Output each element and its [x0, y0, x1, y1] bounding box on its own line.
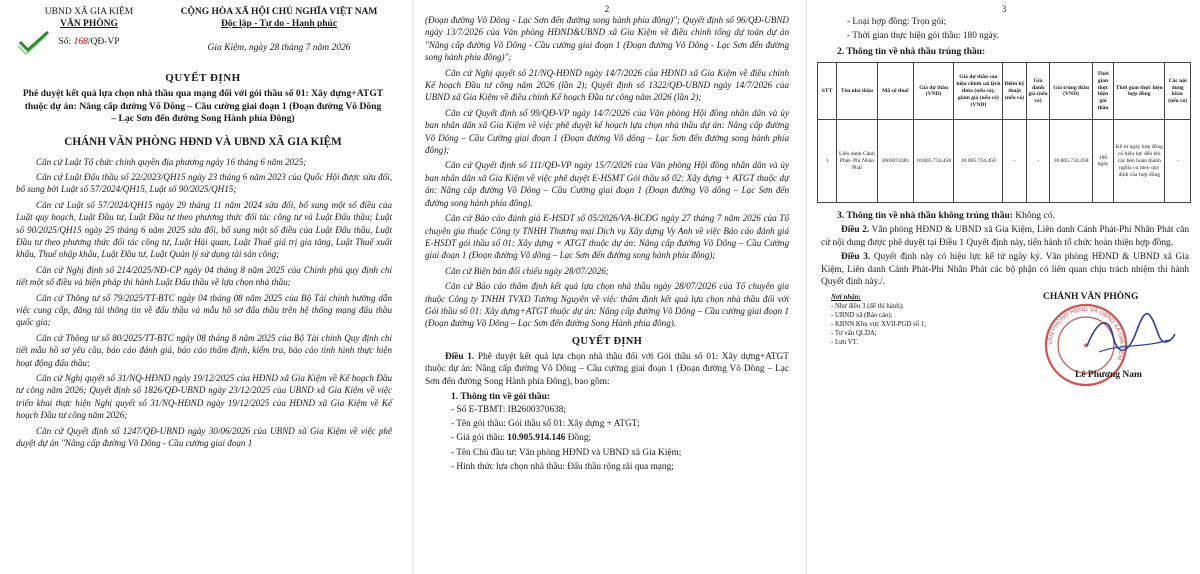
national-motto: Độc lập - Tự do - Hạnh phúc: [220, 19, 338, 29]
signer-name: Lê Phương Nam: [1075, 370, 1142, 380]
document-number-value: 168: [73, 37, 88, 47]
table-cell: 10.805.734.458: [954, 120, 1003, 203]
table-header: Thời gian thực hiện hợp đồng: [1114, 63, 1165, 120]
package-info-item: - Loại hợp đồng: Trọn gói;: [847, 17, 947, 27]
table-header: Các nội dung khác (nếu có): [1165, 63, 1191, 120]
page-number: 3: [1001, 4, 1007, 14]
document-page-1: [0, 0, 406, 574]
section-3-title: 3. Thông tin về nhà thầu không trúng thầu:: [837, 211, 1013, 222]
table-cell: 1: [818, 120, 837, 203]
table-cell: -: [1003, 120, 1026, 203]
table-cell: -: [1026, 120, 1049, 203]
table-cell: 10.805.734.458: [913, 120, 953, 203]
document-number: Số: 168/QĐ-VP: [58, 37, 120, 47]
document-page-3: [806, 0, 1200, 574]
table-header: Mã số thuế: [877, 63, 913, 120]
legal-basis-item: Căn cứ Thông tư số 80/2025/TT-BTC ngày 08 tháng 8 năm 2025 của Bộ Tài chính Quy định chi tiết mẫu hồ sơ yêu cầu, báo cáo đánh giá, báo cáo thẩm định, kiểm tra, báo cáo tình hình thực hiện hoạt động đấu thầu;: [16, 332, 392, 368]
legal-basis-list: [0, 156, 406, 450]
table-cell: Liên danh Cảnh Phát- Phi Nhân Phát: [837, 120, 878, 203]
legal-basis-item: Căn cứ Luật số 57/2024/QH15 ngày 29 tháng 11 năm 2024 sửa đổi, bổ sung một số điều của Luật quy hoạch, Luật Đầu tư, Luật Đầu tư theo phương thức đối tác công tư và Luật Đấu thầu; Luật số 90/2025/QH15 ngày 25 tháng 6 năm 2025 sửa đổi, bổ sung một số điều của Luật Đấu thầu, Luật Đầu tư theo phương thức đối tác công tư, Luật Hải quan, Luật Thuế giá trị gia tăng, Luật Thuế xuất khẩu, Thuế nhập khẩu, Luật Đầu tư, Luật Quản lý sử dụng tài sản công;: [16, 199, 392, 260]
package-info-item: - Tên Chủ đầu tư: Văn phòng HĐND và UBND xã Gia Kiệm;: [451, 447, 682, 458]
legal-basis-item: (Đoạn đường Võ Dõng - Lạc Sơn đến đường song hành phía đông)"; Quyết định số 96/QĐ-UBND ngày 13/7/2026 của Văn phòng HĐND&UBND xã Gia Kiệm về điều chỉnh tổng dự toán dự án "Nâng cấp đường Võ Dõng - Cầu cường giai đoạn 1 (Đoạn đường Võ Dõng - Lạc Sơn đến đường song hành phía đông)";: [425, 15, 789, 63]
package-info-list: [413, 404, 801, 475]
legal-basis-item: Căn cứ Quyết định số 111/QĐ-VP ngày 15/7/2026 của Văn phòng Hội đồng nhân dân và ủy ban nhân dân xã Gia Kiệm về việc phê duyệt E-HSMT Gói thầu số 02: Xây dựng + ATGT thuộc dự án: Nâng cấp đường Võ Dõng – Cầu Cường giai đoạn 1 (Đoạn đường Võ dõng – Lạc Sơn đến đường song hành phía đông).: [425, 160, 789, 208]
place-date: Gia Kiệm, ngày 28 tháng 7 năm 2026: [207, 43, 351, 53]
document-page-2: [412, 0, 801, 574]
article-2-label: Điều 2.: [841, 225, 870, 236]
recipient-item: - Lưu VT.: [831, 339, 859, 346]
table-cell: -: [1165, 120, 1191, 203]
document-header: [0, 0, 406, 54]
table-header: STT: [818, 63, 837, 120]
article-2-text: Văn phòng HĐND & UBND xã Gia Kiệm, Liên danh Cảnh Phát-Phi Nhân Phát căn cứ nội dung được phê duyệt tại Điều 1 Quyết định này, tiến hành tổ chức hoàn thiện hợp đồng.: [821, 225, 1189, 248]
legal-basis-item: Căn cứ Quyết định số 1247/QĐ-UBND ngày 30/06/2026 của UBND xã Gia Kiệm về việc phê duyệt dự án "Nâng cấp đường Võ Dõng - Cầu cường giai đoạn 1: [16, 425, 392, 449]
table-header: Điểm kỹ thuật (nếu có): [1003, 63, 1026, 120]
handwritten-signature: [1079, 306, 1179, 366]
agency-name: UBND XÃ GIA KIỆM: [44, 7, 134, 17]
table-header: Thời gian thực hiện gói thầu: [1092, 63, 1113, 120]
package-info-item: - Thời gian thực hiện gói thầu: 180 ngày.: [847, 31, 999, 42]
section-1-title: 1. Thông tin về gói thầu:: [451, 391, 551, 402]
package-info-item: - Số E-TBMT: IB2600370638;: [451, 404, 566, 415]
article-1-text: Phê duyệt kết quả lựa chọn nhà thầu đối với Gói thầu số 01: Xây dựng+ATGT thuộc dự án: Nâng cấp đường Võ Dõng – Cầu cường giai đoạn 1 (Đoạn đường Võ Dõng – Lạc Sơn đến đường Song Hành phía Đông), bao gồm:: [425, 351, 789, 387]
package-info-item: - Hình thức lựa chọn nhà thầu: Đấu thầu rộng rãi qua mạng;: [451, 461, 674, 472]
article-3-text: Quyết định này có hiệu lực kể từ ngày ký. Văn phòng HĐND & UBND xã Gia Kiệm, Liên danh Cảnh Phát-Phi Nhân Phát các bộ phận có liên quan chịu trách nhiệm thi hành Quyết định này./.: [821, 252, 1189, 288]
legal-basis-item: Căn cứ Luật Tổ chức chính quyền địa phương ngày 16 tháng 6 năm 2025;: [36, 156, 307, 167]
table-header: Giá dự thầu (VND): [913, 63, 953, 120]
table-header: Giá dự thầu sau hiệu chỉnh sai lệch thừa (nếu có), giảm giá (nếu có) (VND): [954, 63, 1003, 120]
signer-title: CHÁNH VĂN PHÒNG: [1043, 292, 1139, 302]
document-title: QUYẾT ĐỊNH: [165, 72, 241, 84]
package-price-value: 10.905.914.146: [507, 433, 566, 444]
svg-text:VĂN PHÒNG HĐND VÀ UBND XÃ GIA: VĂN PHÒNG HĐND VÀ UBND XÃ GIA KIỆM: [1047, 306, 1125, 361]
recipients-title: Nơi nhận:: [831, 293, 862, 301]
issuing-authority: CHÁNH VĂN PHÒNG HĐND VÀ UBND XÃ GIA KIỆM: [64, 135, 342, 148]
table-row: [818, 120, 1191, 203]
national-header: [164, 6, 394, 54]
article-3-label: Điều 3.: [841, 252, 871, 263]
legal-basis-continued: [413, 14, 801, 330]
package-info-list-continued: [807, 16, 1200, 44]
legal-basis-item: Căn cứ Nghị định số 214/2025/NĐ-CP ngày 04 tháng 8 năm 2025 của Chính phủ quy định chi tiết một số điều và biện pháp thi hành Luật Đấu thầu về lựa chọn nhà thầu;: [16, 264, 392, 288]
legal-basis-item: Căn cứ Báo cáo thẩm định kết quả lựa chọn nhà thầu ngày 28/07/2026 của Tổ chuyên gia thuộc Công ty TNHH TVXD Tường Nguyên về việc thẩm định kết quả lựa chọn nhà thầu đối với Gói thầu số 01: Xây dựng+ATGT thuộc dự án: Nâng cấp đường Võ Dõng – Cầu cường giai đoạn 1 (Đoạn đường Võ Dõng – Lạc Sơn đến đường Song Hành phía đông).: [425, 281, 789, 329]
section-3: [807, 203, 1200, 224]
table-header: Tên nhà thầu: [837, 63, 878, 120]
section-3-value: Không có.: [1012, 211, 1055, 222]
legal-basis-item: Căn cứ Quyết định số 99/QĐ-VP ngày 14/7/2026 của Văn phòng Hội đồng nhân dân và ủy ban nhân dân xã Gia Kiệm về việc phê duyệt kế hoạch lựa chọn nhà thầu dự án: Nâng cấp đường Võ Dõng – Cầu Cường giai đoạn 1 (Đoạn đường Võ dõng – Lạc Sơn đến đường song hành phía đông);: [425, 107, 789, 156]
decision-heading: QUYẾT ĐỊNH: [571, 335, 643, 347]
winning-bidder-table: [817, 62, 1191, 203]
legal-basis-item: Căn cứ Báo cáo đánh giá E-HSDT số 05/2026/VA-BCĐG ngày 27 tháng 7 năm 2026 của Tổ chuyên gia thuộc Công ty TNHH Thương mại Dịch vụ Xây dựng Vy Anh về việc Báo cáo đánh giá E-HSDT gói thầu số 01: Xây dựng + ATGT thuộc dự án: Nâng cấp đường Võ Dõng – Cầu Cường giai đoạn 1 (Đoạn đường Võ dõng – Lạc Sơn đến đường song hành phía đông);: [425, 213, 789, 261]
table-header-row: [818, 63, 1191, 120]
page-number: 2: [604, 4, 610, 14]
recipient-item: - UBND xã (Báo cáo);: [831, 312, 893, 319]
article-1: [413, 351, 801, 388]
issuing-agency-block: [14, 6, 164, 54]
table-cell: 10.805.734.458: [1050, 120, 1093, 203]
table-header: Giá trúng thầu (VND): [1050, 63, 1093, 120]
recipients-block: [831, 293, 926, 347]
svg-text:★: ★: [1082, 341, 1090, 350]
package-price: - Giá gói thầu: 10.905.914.146 Đồng;: [451, 433, 591, 444]
recipient-item: - Tư vấn QLDA;: [831, 330, 877, 337]
table-cell: 180 ngày: [1092, 120, 1113, 203]
office-name: VĂN PHÒNG: [60, 19, 118, 29]
articles-2-3: [807, 224, 1200, 288]
section-2-title: 2. Thông tin về nhà thầu trúng thầu:: [837, 47, 986, 58]
legal-basis-item: Căn cứ Nghị quyết số 31/NQ-HĐND ngày 19/12/2025 của HĐND xã Gia Kiệm về Kế hoạch Đầu tư công năm 2026; Quyết định số 1826/QĐ-UBND ngày 23/12/2025 của UBND xã Gia Kiệm về việc triển khai thực hiện Nghị quyết số 31/NQ-HĐND ngày 19/12/2025 của HĐND xã Gia Kiệm về Kế hoạch Đầu tư công năm 2026;: [16, 373, 392, 421]
table-cell: 3603074381: [877, 120, 913, 203]
recipient-item: - KBNN Khu vực XVII-PGD số 1;: [831, 321, 927, 328]
table-header: Giá đánh giá (nếu có): [1026, 63, 1049, 120]
country-name: CỘNG HÒA XÃ HỘI CHỦ NGHĨA VIỆT NAM: [180, 7, 378, 17]
legal-basis-item: Căn cứ Luật Đấu thầu số 22/2023/QH15 ngày 23 tháng 6 năm 2023 của Quốc Hội được sửa đổi, bổ sung bởi Luật số 57/2024/QH15, Luật số 90/2025/QH15;: [16, 171, 392, 195]
legal-basis-item: Căn cứ Thông tư số 79/2025/TT-BTC ngày 04 tháng 08 năm 2025 của Bộ Tài chính hướng dẫn việc cung cấp, đăng tải thông tin về đấu thầu và mẫu hồ sơ đấu thầu trên hệ thống mạng đấu thầu quốc gia;: [16, 292, 392, 328]
recipient-item: - Như điều 3 (để thi hành);: [831, 303, 904, 310]
legal-basis-item: Căn cứ Biên bản đối chiếu ngày 28/07/2026;: [445, 265, 609, 276]
package-info-item: - Tên gói thầu: Gói thầu số 01: Xây dựng + ATGT;: [451, 419, 640, 430]
article-1-label: Điều 1.: [445, 351, 475, 362]
document-subject: Phê duyệt kết quả lựa chọn nhà thầu qua mạng đối với gói thầu số 01: Xây dựng+ATGT thuộc dự án: Nâng cấp đường Võ Dõng – Cầu cường giai đoạn 1 (Đoạn đường Võ Dõng – Lạc Sơn đến đường Song Hành phía Đông): [22, 88, 384, 124]
digital-signature-check-icon: [16, 28, 52, 56]
legal-basis-item: Căn cứ Nghị quyết số 21/NQ-HĐND ngày 14/7/2026 của HĐND xã Gia Kiệm về điều chỉnh Kế hoạch Đầu tư công năm 2026 (lần 2); Quyết định số 1322/QĐ-UBND ngày 14/7/2026 của UBND xã Gia Kiệm về điều chỉnh Kế hoạch Đầu tư công năm 2026 (lần 2);: [425, 67, 789, 103]
table-cell: Kể từ ngày hợp đồng có hiệu lực đến khi các bên hoàn thành nghĩa vụ theo quy định của hợp đồng: [1114, 120, 1165, 203]
